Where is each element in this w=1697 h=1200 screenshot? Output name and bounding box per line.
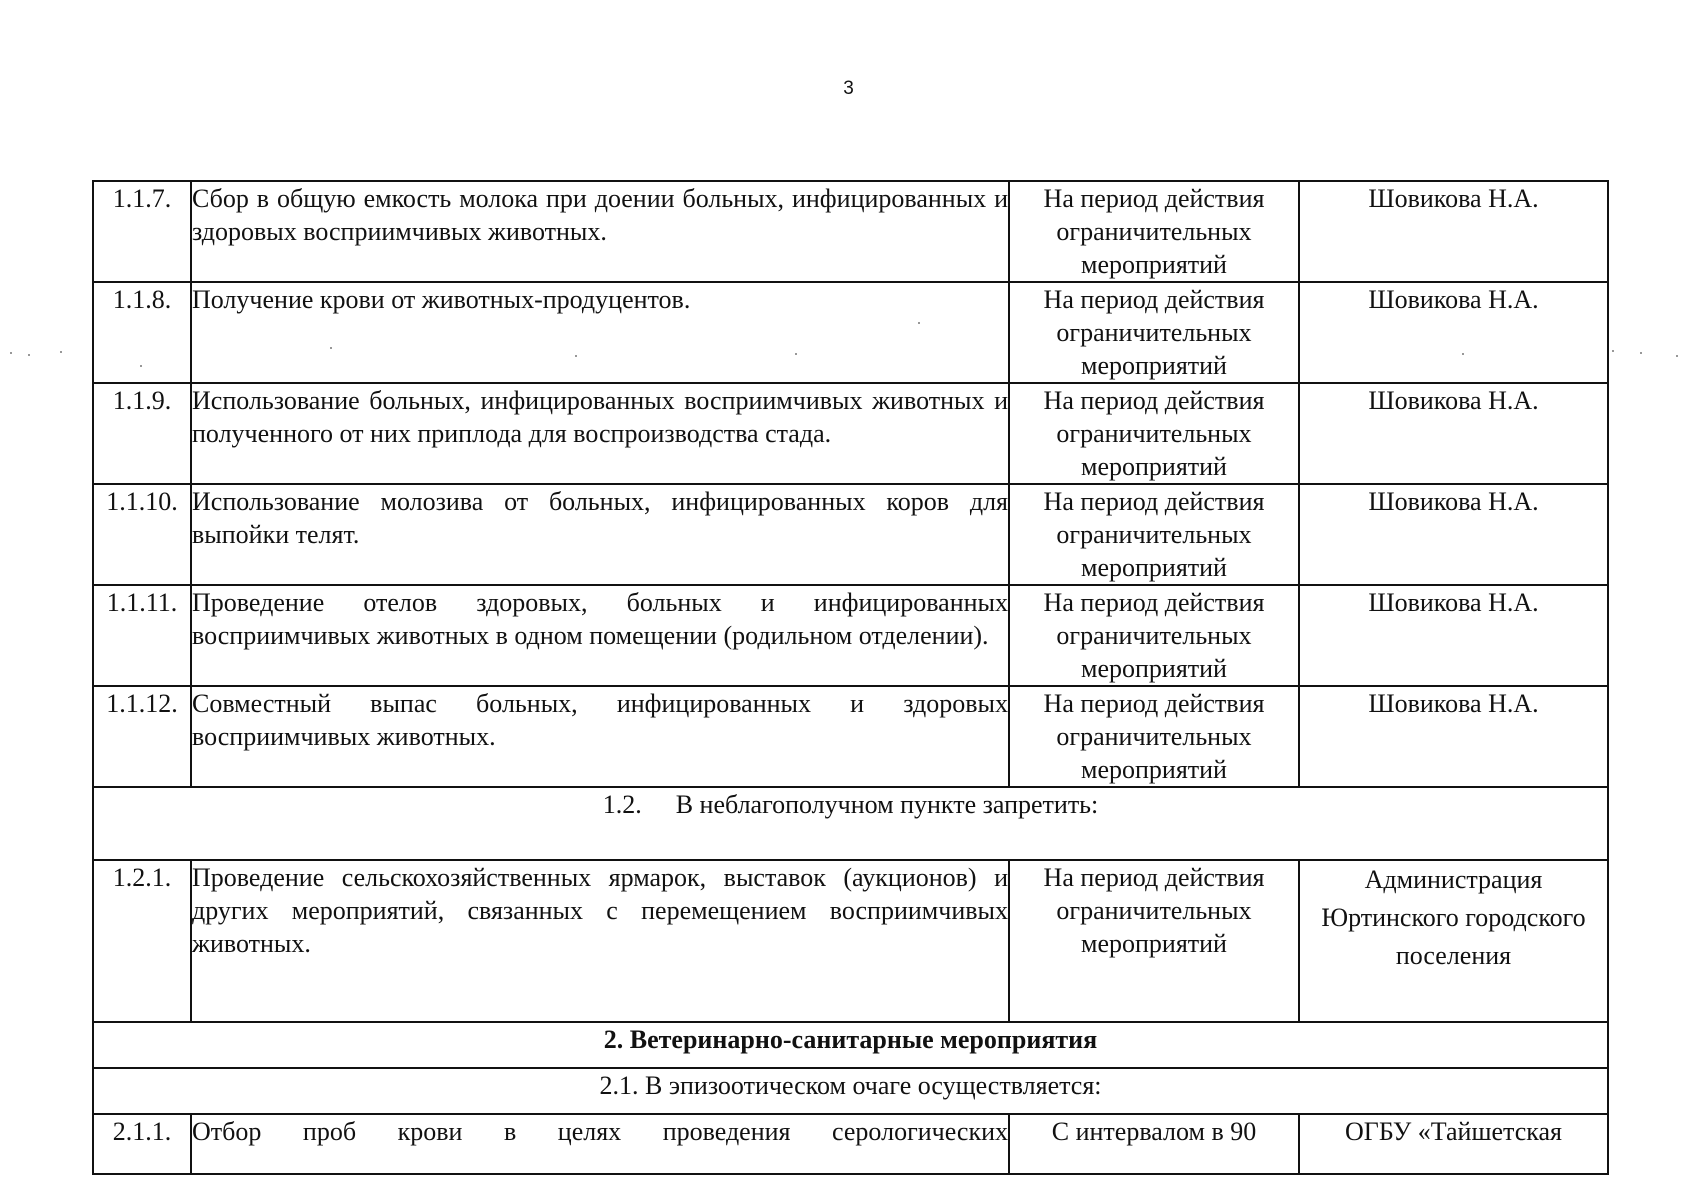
section-row — [93, 1022, 1608, 1068]
measure-responsible: Администрация Юртинского городского поселения — [1299, 860, 1608, 1022]
measure-description: Использование молозива от больных, инфицированных коров для выпойки телят. — [191, 484, 1009, 585]
table-row — [93, 585, 1608, 686]
measure-responsible: Шовикова Н.А. — [1299, 585, 1608, 686]
row-number: 1.1.9. — [93, 383, 191, 484]
measure-responsible: Шовикова Н.А. — [1299, 282, 1608, 383]
table-row — [93, 484, 1608, 585]
section-number: 1.2. — [602, 790, 642, 819]
measures-table — [92, 180, 1609, 1175]
measure-period: На период действия ограничительных мероприятий — [1009, 860, 1299, 1022]
measure-responsible: Шовикова Н.А. — [1299, 383, 1608, 484]
row-number: 1.2.1. — [93, 860, 191, 1022]
row-number: 1.1.12. — [93, 686, 191, 787]
section-row — [93, 787, 1608, 860]
measure-description: Проведение отелов здоровых, больных и инфицированных восприимчивых животных в одном помещении (родильном отделении). — [191, 585, 1009, 686]
measure-responsible: Шовикова Н.А. — [1299, 484, 1608, 585]
section-text: В неблагополучном пункте запретить: — [675, 790, 1099, 819]
measure-description: Получение крови от животных-продуцентов. — [191, 282, 1009, 383]
row-number: 1.1.7. — [93, 181, 191, 282]
page-number: 3 — [843, 78, 854, 99]
row-number: 1.1.8. — [93, 282, 191, 383]
table-row — [93, 686, 1608, 787]
measure-period: На период действия ограничительных мероприятий — [1009, 282, 1299, 383]
section-title-1-2 — [93, 787, 1608, 860]
section-subheading-2-1: 2.1. В эпизоотическом очаге осуществляется: — [93, 1068, 1608, 1114]
section-heading-2: 2. Ветеринарно-санитарные мероприятия — [93, 1022, 1608, 1068]
row-number: 1.1.10. — [93, 484, 191, 585]
measure-description: Совместный выпас больных, инфицированных и здоровых восприимчивых животных. — [191, 686, 1009, 787]
table-row — [93, 383, 1608, 484]
table-row — [93, 1114, 1608, 1174]
measure-description: Сбор в общую емкость молока при доении больных, инфицированных и здоровых восприимчивых животных. — [191, 181, 1009, 282]
section-row — [93, 1068, 1608, 1114]
row-number: 2.1.1. — [93, 1114, 191, 1174]
measure-responsible: Шовикова Н.А. — [1299, 686, 1608, 787]
measure-description: Проведение сельскохозяйственных ярмарок, выставок (аукционов) и других мероприятий, связанных с перемещением восприимчивых животных. — [191, 860, 1009, 1022]
table-row — [93, 282, 1608, 383]
measure-responsible: ОГБУ «Тайшетская — [1299, 1114, 1608, 1174]
measure-description: Использование больных, инфицированных восприимчивых животных и полученного от них приплода для воспроизводства стада. — [191, 383, 1009, 484]
measure-period: С интервалом в 90 — [1009, 1114, 1299, 1174]
row-number: 1.1.11. — [93, 585, 191, 686]
measure-description: Отбор проб крови в целях проведения серологических — [191, 1114, 1009, 1174]
table-row — [93, 181, 1608, 282]
measure-period: На период действия ограничительных мероприятий — [1009, 484, 1299, 585]
table-row — [93, 860, 1608, 1022]
measure-period: На период действия ограничительных мероприятий — [1009, 383, 1299, 484]
measure-responsible: Шовикова Н.А. — [1299, 181, 1608, 282]
measure-period: На период действия ограничительных мероприятий — [1009, 585, 1299, 686]
measure-period: На период действия ограничительных мероприятий — [1009, 686, 1299, 787]
measure-period: На период действия ограничительных мероприятий — [1009, 181, 1299, 282]
